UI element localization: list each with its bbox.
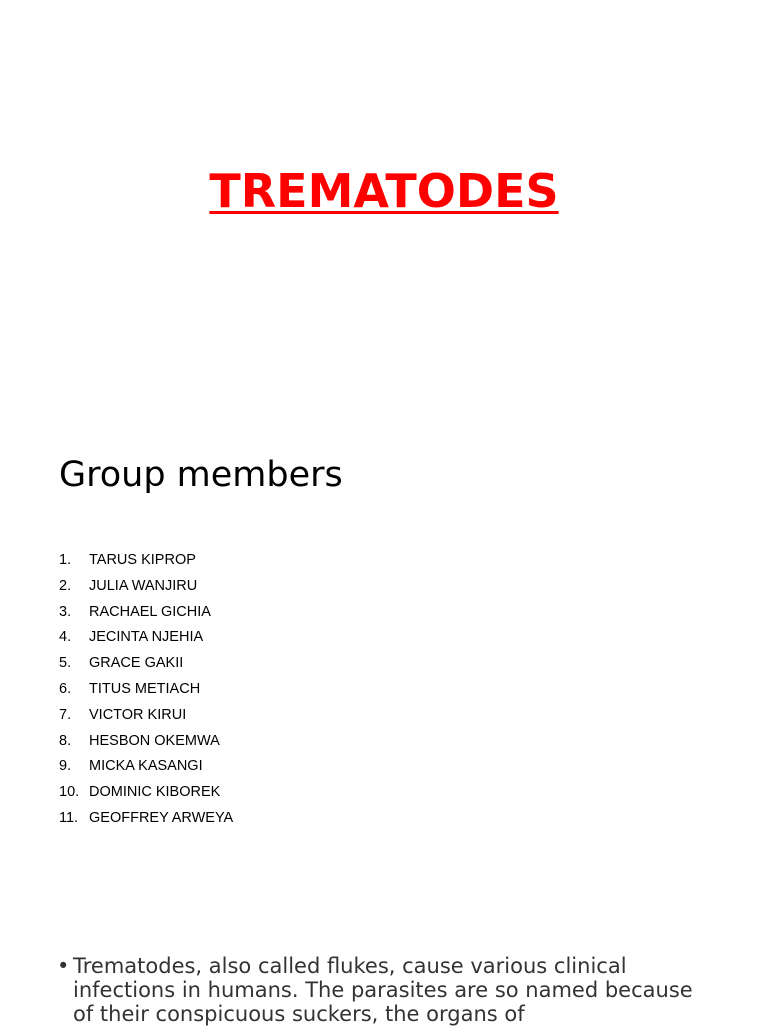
trematodes-description xyxy=(57,954,717,1026)
member-name: MICKA KASANGI xyxy=(89,758,203,775)
member-name: JULIA WANJIRU xyxy=(89,577,198,594)
list-item xyxy=(59,625,233,651)
member-name: VICTOR KIRUI xyxy=(89,706,187,723)
group-members-list xyxy=(59,548,233,832)
member-name: JECINTA NJEHIA xyxy=(89,629,204,646)
member-name: RACHAEL GICHIA xyxy=(89,603,211,620)
description-bullet-item xyxy=(57,954,717,1026)
list-item-number: 7. xyxy=(59,706,72,723)
list-item-number: 4. xyxy=(59,629,72,646)
list-item-number: 8. xyxy=(59,732,72,749)
list-item-number: 11. xyxy=(59,809,79,826)
list-item xyxy=(59,729,233,755)
list-item xyxy=(59,754,233,780)
list-item-number: 6. xyxy=(59,680,72,697)
list-item xyxy=(59,600,233,626)
list-item-number: 9. xyxy=(59,758,72,775)
list-item-number: 10. xyxy=(59,784,80,801)
bullet-icon: • xyxy=(57,954,70,978)
list-item xyxy=(59,651,233,677)
member-name: GEOFFREY ARWEYA xyxy=(89,809,234,826)
member-name: HESBON OKEMWA xyxy=(89,732,220,749)
member-name: TITUS METIACH xyxy=(89,680,201,697)
list-item-number: 5. xyxy=(59,655,72,672)
list-item-number: 2. xyxy=(59,577,72,594)
description-text: Trematodes, also called flukes, cause various clinical infections in humans. The parasites are so named because of their conspicuous suckers, the organs of xyxy=(73,954,693,1026)
list-item-number: 1. xyxy=(59,552,72,568)
list-item xyxy=(59,574,233,600)
member-name: GRACE GAKII xyxy=(89,655,184,672)
slide-title: TREMATODES xyxy=(209,164,559,218)
list-item xyxy=(59,677,233,703)
list-item xyxy=(59,703,233,729)
list-item xyxy=(59,780,233,806)
list-item-number: 3. xyxy=(59,603,72,620)
list-item xyxy=(59,806,233,832)
member-name: DOMINIC KIBOREK xyxy=(89,784,221,801)
group-members-heading: Group members xyxy=(59,455,343,495)
member-name: TARUS KIPROP xyxy=(89,552,196,568)
list-item xyxy=(59,548,233,574)
